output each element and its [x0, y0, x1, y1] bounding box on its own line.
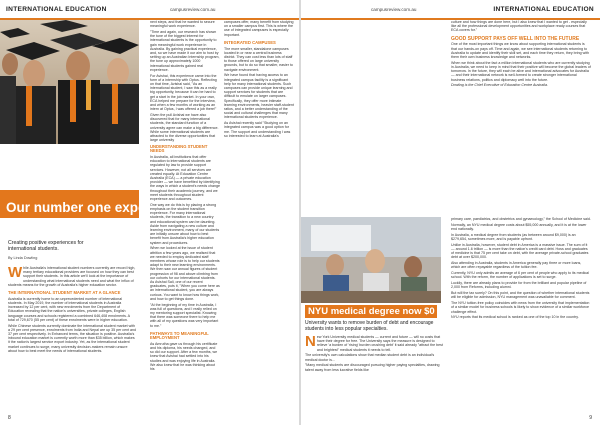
paragraph: NYU reports that its medical school is ranked as one of the top 10 in the country.	[451, 315, 579, 320]
paragraph: Unlike in Australia, however, student debt in America is a massive issue. The sum of it — around 1.6 trillion — is more than the nation's credit card debt. Hoss and graduates of medicine is that 75 per cent take on debt, with the average private-school graduates debt at over $200,000.	[451, 242, 589, 260]
subheading: GOOD SUPPORT PAYS OFF WELL INTO THE FUTURE	[451, 35, 580, 42]
nyu-column-2	[451, 217, 591, 321]
website-label: campusreview.com.au	[371, 7, 417, 12]
page-header	[301, 6, 600, 18]
article-column-1	[8, 266, 137, 355]
nyu-headline: NYU medical degree now $0	[308, 306, 435, 317]
paragraph: The more smaller, standalone campuses located in or near a central business district. They can cost less than lots of staff to those offered on large university grounds, but to do so that smaller, easier to navigate environment.	[224, 46, 293, 72]
paragraph: One way we do this is by placing a strong emphasis on the student transition experience. For many international students, the transition to a new country and educational system can be daunting. Aside from navigating a new culture and learning environment, many of our students are initially unsure about how to best benefit from Australia's higher education system and procedures.	[150, 202, 220, 245]
dropcap: N	[305, 333, 316, 350]
right-page	[301, 0, 600, 425]
paragraph: But will the tax surely? On this point, and the question of whether international students will be eligible for admission, NYU management was unavailable for comment.	[451, 291, 590, 300]
article-column-4	[224, 20, 294, 140]
paragraph: One of the most important things we know about supporting international students is that our hands-on pays off. Time and again, we see international students returning to Australia to update and identify their skill set, and each time they return, they bring with them their own business knowledge and networks.	[451, 42, 590, 59]
subheading: UNDERSTANDING STUDENT NEEDS	[150, 144, 208, 154]
subheading: THE INTERNATIONAL STUDENT MARKET AT A GLANCE	[8, 290, 121, 296]
page-number: 8	[8, 415, 11, 421]
paragraph: Normally, an NYU medical degree costs about $55,000 annually, and it is at the lower end nationally.	[451, 222, 587, 231]
paragraph: "At the beginning of my time in Australia, I was full of questions, and I really relied on my mentoring support specialist. Knowing that there was someone there to help me with all of my questions was very important to me."	[150, 302, 219, 328]
graduates-photo	[0, 20, 139, 144]
paragraph: Currently, NYU only admits an average of 6 per cent of people who apply to its medical school. With the reform, the number of applications is set to surge.	[451, 271, 589, 280]
paragraph: In Australia, a medical degree from students (as between around $9,000) is an $279,654, sometimes more, and is payable upfront.	[451, 232, 576, 241]
page-headline: Our number one export	[6, 200, 157, 215]
intro-paragraph: hile Australia's international student numbers currently are record high, many tertiary educational providers are focused on how they can best support their students. In this article we'll look at the importance of understanding what international students need and what the influx of students means for the growth of Australia's higher education sector.	[8, 266, 136, 287]
nyu-column-1	[305, 335, 445, 373]
subheading: INTEGRATED CAMPUSES	[224, 39, 276, 45]
paragraph: Also attending in Australia, students in America generally pay three or more loans, which are often repayable regardless of the tuition fee.	[451, 261, 582, 270]
byline: By Linda Dowling	[8, 256, 38, 260]
article-continued-column	[451, 20, 591, 89]
paragraph: culture and how things are done here, but I also knew that I wanted to get - especially like all the professional development opportunities and workplace ready courses that ECA covers for."	[451, 20, 587, 33]
paragraph: next steps, and that he wanted to secure meaningful work experience.	[150, 20, 215, 29]
paragraph: campuses offer, many benefit from studying on a smaller campus first. This is where the use of integrated campuses is especially important.	[224, 20, 294, 37]
paragraph: While Chinese students currently dominate the international student market with a 29 per cent presence, enrolments from India and Nepal are up 35 per cent and 37 per cent respectively. In Enhanced terms, the situation is positive. Australia's inbound education market is currently worth more than $35 billion, which makes it the nation's largest service export industry. Yet, as the international student market continues to surge, many university decision-makers remain unsure about how to best meet the needs of international students.	[8, 323, 137, 353]
nyu-standfirst: University wants to remove burden of debt and encourage students into less popular specialties.	[305, 320, 434, 332]
paragraph: Luckily, there are already plans to provide for from the brilliant and popular pipeline of 2,000 from Reforms, including alumni.	[451, 281, 587, 290]
paragraph: "Time and again, our research has shown the tune of the biggest interest for international students is the opportunity to gain meaningful work experience in Australia. By gaining practical experience, and, so we have made it our aim to host by setting up an Australian Internship program, the tune up approximately 1000 international students gained real experience.	[150, 30, 220, 72]
website-label: campusreview.com.au	[170, 7, 216, 12]
paragraph: Australia is currently home to an unprecedented number of international students. In May 2019, the number of international students in Australia increased by 12 per cent, with new enrolments from the Department of Education revealing that the nation's universities, private colleges, English language courses and schools registered a combined 646,408 enrolments. A total of 729,670 (55 per cent) of these enrolments were in higher education.	[8, 296, 130, 322]
paragraph: For Avishai, this experience came into the form of a internship with Optus. Reflecting on that time, Avishai said, "As an international student, I saw this as a really big opportunity, because it can be hard to get a start in the job market. In your own, ECA helped me prepare for the interview, and when a few months of working as an intern at Optus, I was offered a job there!"	[150, 73, 217, 112]
paragraph: When we looked at the issue of student attrition a few years ago, we realised that we needed to employ dedicated staff members whose role is to help our students adapt to their new learning environments. We then saw our annual figures of student progression of 98 and above climbing from our cohorts for our international students. As Avishai Sali, one of our recent graduates, puts it, "When you come here as an international student, you are always curious. You want to know how things work, and how to get things done.	[150, 246, 220, 301]
standfirst: Creating positive experiences for international students.	[8, 240, 84, 253]
paragraph: We have found that having access to an integrated campus facility is a significant help for many international students. Such campuses can provide unique learning and support services for students that are difficult to emulate on larger campuses. Specifically, they offer more intimate learning environments, heavier staff-student ratios, and a better understanding of the social and cultural challenges that many international students experience.	[224, 73, 294, 120]
article-column-3	[150, 20, 220, 144]
page-header	[0, 6, 299, 18]
article-column-2	[150, 145, 220, 373]
page-number: 9	[589, 415, 592, 421]
paragraph: In Australia, all institutions that offer education to international students are regulated by law to provide support services. However, not all services are created equally. At Education Centre Australia (ECA) — a private education provider — we have benefited by identifying the ways in which a student's needs change throughout their academic journey, and we meet students throughout student experience and outcomes.	[150, 154, 221, 201]
nyu-headline-banner	[305, 305, 437, 318]
paragraph: ew York University medical students — current and future — will no costs that have their degree for free. The University says the measure is designed to relieve 'a burden of 'rising' burden crushing debt' it said already "attract the best and brightest" medical students it needs to tell.	[316, 335, 443, 352]
paragraph: As Amrutha gave us through his certificate and his diploma, his needs changed, and so did our support. After a few months, we knew that Avishai had settled into his studies and was enjoying life in Australia. We also knew that he was thinking about his	[150, 341, 218, 371]
paragraph: Given the pull Avishai we have also discovered that for many international students, the standard function of a university agree can make a big difference. While some international students are attracted to the diverse opportunities that large university	[150, 113, 219, 143]
dropcap: W	[8, 264, 23, 281]
left-page	[0, 0, 299, 425]
section-label: INTERNATIONAL EDUCATION	[6, 6, 107, 13]
paragraph: The NYU tuition-free policy coincides with news from the university that implementation of a similar model for business schools is likely to show evidence of a similar workforce challenge effect.	[451, 301, 590, 314]
paragraph: When we think about the fact a million international students who are currently studying in Australia, we need to keep in mind that their positive will become the global leaders of tomorrow. In the future, they will each be alive and international advocates for Australia — and their international network is well-formed to create stronger international business relations, politics and diplomacy well into the future.	[451, 60, 591, 82]
author-note: Dowling is the Chief Executive of Education Centre Australia.	[451, 83, 548, 88]
paragraph: "Many medical students are discouraged pursuing higher paying specialties, drawing talent away from less lucrative fields like	[305, 363, 440, 372]
subheading: PATHWAYS TO MEANINGFUL EMPLOYMENT	[150, 330, 209, 341]
paragraph: As Avishai recently said "Studying on an integrated campus was a good option for me. The support and understanding I was so interested to learn at Australia's	[224, 121, 291, 138]
classroom-photo	[301, 217, 441, 303]
paragraph: The university's own calculations show that median student debt is an individual's medical doctor is...	[305, 353, 435, 362]
paragraph: primary care, paediatrics, and obstetrics and gynaecology," the School of Medicine said.	[451, 217, 591, 221]
section-label: INTERNATIONAL EDUCATION	[493, 6, 594, 13]
